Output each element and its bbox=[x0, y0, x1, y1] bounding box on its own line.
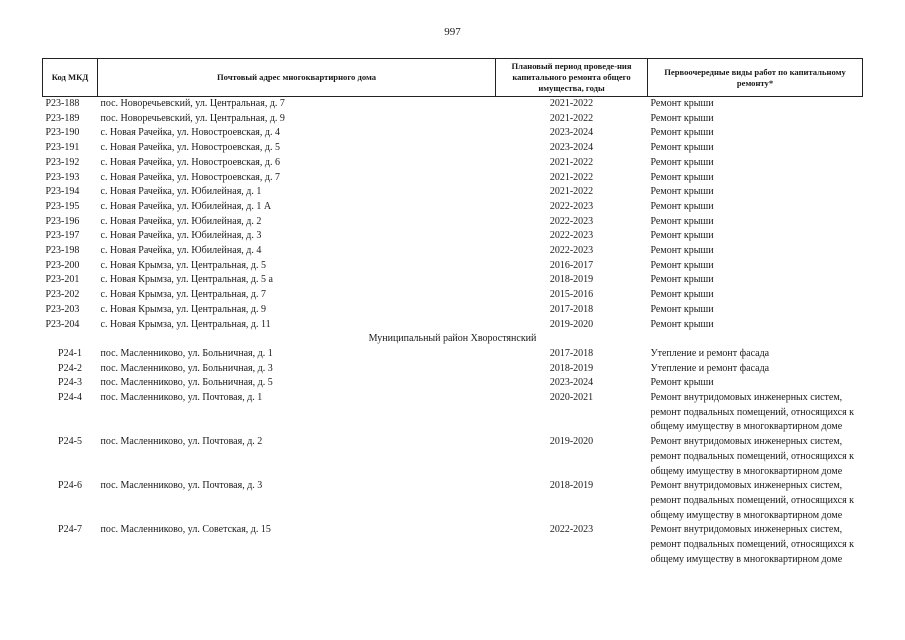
section-row-group bbox=[43, 332, 863, 347]
table-row bbox=[43, 244, 863, 259]
works-line: Ремонт крыши bbox=[650, 274, 714, 286]
works-line: Ремонт крыши bbox=[650, 230, 714, 242]
cell-address: пос. Новоречьевский, ул. Центральная, д. 9 bbox=[100, 112, 285, 124]
cell-code: Р24-5 bbox=[58, 436, 82, 448]
cell-code: Р24-6 bbox=[58, 480, 82, 492]
table-row bbox=[43, 288, 863, 303]
cell-code: Р24-7 bbox=[58, 524, 82, 536]
cell-code: Р23-200 bbox=[45, 259, 80, 271]
table-row bbox=[43, 303, 863, 318]
cell-period: 2021-2022 bbox=[549, 98, 594, 109]
cell-code: Р23-191 bbox=[45, 142, 80, 154]
cell-works bbox=[648, 97, 863, 112]
cell-period: 2023-2024 bbox=[549, 142, 594, 154]
cell-code: Р23-204 bbox=[45, 318, 80, 330]
cell-works bbox=[648, 347, 863, 362]
cell-code: Р24-3 bbox=[58, 377, 82, 389]
cell-address: с. Новая Рачейка, ул. Юбилейная, д. 4 bbox=[100, 245, 262, 257]
cell-code: Р23-190 bbox=[45, 127, 80, 139]
works-line: ремонт подвальных помещений, относящихся к bbox=[650, 450, 855, 462]
works-line: Утепление и ремонт фасада bbox=[650, 347, 770, 359]
cell-works bbox=[648, 362, 863, 377]
cell-period: 2015-2016 bbox=[549, 289, 594, 301]
header-code: Код МКД bbox=[43, 59, 98, 97]
cell-works bbox=[648, 215, 863, 230]
cell-period: 2021-2022 bbox=[549, 112, 594, 124]
table-row bbox=[43, 126, 863, 141]
works-line: ремонт подвальных помещений, относящихся к bbox=[650, 494, 855, 506]
works-line: Ремонт крыши bbox=[650, 156, 714, 168]
works-line: общему имуществу в многоквартирном доме bbox=[650, 509, 843, 521]
cell-address: с. Новая Рачейка, ул. Новостроевская, д. 6 bbox=[100, 156, 280, 168]
works-line: Ремонт внутридомовых инженерных систем, bbox=[650, 392, 843, 404]
cell-address: с. Новая Рачейка, ул. Новостроевская, д. 7 bbox=[100, 171, 280, 183]
cell-period: 2019-2020 bbox=[549, 318, 594, 330]
cell-address: пос. Новоречьевский, ул. Центральная, д. 7 bbox=[100, 98, 285, 109]
cell-period: 2022-2023 bbox=[549, 524, 594, 536]
header-period: Плановый период проведе-ния капитального ремонта общего имущества, годы bbox=[496, 59, 648, 97]
cell-address: с. Новая Крымза, ул. Центральная, д. 9 bbox=[100, 303, 267, 315]
cell-works bbox=[648, 479, 863, 523]
cell-period: 2022-2023 bbox=[549, 230, 594, 242]
cell-works bbox=[648, 435, 863, 479]
works-line: Ремонт внутридомовых инженерных систем, bbox=[650, 436, 843, 448]
table-row bbox=[43, 156, 863, 171]
cell-period: 2019-2020 bbox=[549, 436, 594, 448]
cell-code: Р23-192 bbox=[45, 156, 80, 168]
cell-period: 2022-2023 bbox=[549, 200, 594, 212]
table-row bbox=[43, 171, 863, 186]
cell-works bbox=[648, 141, 863, 156]
cell-period: 2017-2018 bbox=[549, 303, 594, 315]
cell-address: с. Новая Рачейка, ул. Юбилейная, д. 1 А bbox=[100, 200, 272, 212]
table-row bbox=[43, 391, 863, 435]
cell-works bbox=[648, 391, 863, 435]
table-row bbox=[43, 200, 863, 215]
cell-works bbox=[648, 229, 863, 244]
table-row bbox=[43, 523, 863, 567]
cell-period: 2021-2022 bbox=[549, 171, 594, 183]
works-line: Ремонт крыши bbox=[650, 259, 714, 271]
table-row bbox=[43, 435, 863, 479]
cell-works bbox=[648, 171, 863, 186]
works-line: Ремонт крыши bbox=[650, 171, 714, 183]
cell-code: Р24-2 bbox=[58, 362, 82, 374]
cell-address: пос. Масленниково, ул. Советская, д. 15 bbox=[100, 524, 271, 536]
cell-code: Р23-202 bbox=[45, 289, 80, 301]
cell-works bbox=[648, 523, 863, 567]
cell-works bbox=[648, 288, 863, 303]
cell-address: с. Новая Крымза, ул. Центральная, д. 11 bbox=[100, 318, 271, 330]
section-row bbox=[43, 332, 863, 347]
table-row bbox=[43, 362, 863, 377]
works-line: Ремонт крыши bbox=[650, 289, 714, 301]
cell-works bbox=[648, 318, 863, 333]
cell-address: с. Новая Рачейка, ул. Юбилейная, д. 2 bbox=[100, 215, 262, 227]
cell-code: Р23-197 bbox=[45, 230, 80, 242]
cell-code: Р23-198 bbox=[45, 245, 80, 257]
table-body-district-23 bbox=[43, 97, 863, 333]
works-line: общему имуществу в многоквартирном доме bbox=[650, 465, 843, 477]
cell-works bbox=[648, 156, 863, 171]
cell-period: 2018-2019 bbox=[549, 362, 594, 374]
cell-works bbox=[648, 244, 863, 259]
cell-address: пос. Масленниково, ул. Больничная, д. 3 bbox=[100, 362, 273, 374]
cell-code: Р24-4 bbox=[58, 392, 82, 404]
works-line: общему имуществу в многоквартирном доме bbox=[650, 553, 843, 565]
works-line: Ремонт крыши bbox=[650, 127, 714, 139]
cell-code: Р23-194 bbox=[45, 186, 80, 198]
cell-address: пос. Масленниково, ул. Почтовая, д. 1 bbox=[100, 392, 263, 404]
works-line: Ремонт крыши bbox=[650, 318, 714, 330]
cell-works bbox=[648, 376, 863, 391]
cell-address: пос. Масленниково, ул. Больничная, д. 1 bbox=[100, 347, 273, 359]
table-row bbox=[43, 97, 863, 112]
table-row bbox=[43, 112, 863, 127]
cell-period: 2020-2021 bbox=[549, 392, 594, 404]
cell-address: с. Новая Рачейка, ул. Новостроевская, д. 4 bbox=[100, 127, 280, 139]
table-row bbox=[43, 185, 863, 200]
works-line: ремонт подвальных помещений, относящихся к bbox=[650, 539, 855, 551]
works-line: Ремонт крыши bbox=[650, 200, 714, 212]
cell-works bbox=[648, 200, 863, 215]
cell-works bbox=[648, 273, 863, 288]
cell-period: 2016-2017 bbox=[549, 259, 594, 271]
cell-code: Р23-193 bbox=[45, 171, 80, 183]
table-row bbox=[43, 347, 863, 362]
cell-address: пос. Масленниково, ул. Почтовая, д. 2 bbox=[100, 436, 263, 448]
cell-code: Р23-188 bbox=[45, 98, 80, 109]
works-line: Ремонт крыши bbox=[650, 303, 714, 315]
table-row bbox=[43, 479, 863, 523]
cell-address: с. Новая Крымза, ул. Центральная, д. 5 а bbox=[100, 274, 273, 286]
cell-works bbox=[648, 259, 863, 274]
works-line: Ремонт крыши bbox=[650, 377, 714, 389]
cell-works bbox=[648, 185, 863, 200]
header-address: Почтовый адрес многоквартирного дома bbox=[98, 59, 496, 97]
cell-period: 2023-2024 bbox=[549, 127, 594, 139]
works-line: Ремонт крыши bbox=[650, 142, 714, 154]
cell-period: 2022-2023 bbox=[549, 245, 594, 257]
table-header bbox=[43, 59, 863, 97]
cell-works bbox=[648, 126, 863, 141]
works-line: Ремонт крыши bbox=[650, 186, 714, 198]
cell-code: Р23-203 bbox=[45, 303, 80, 315]
cell-address: с. Новая Крымза, ул. Центральная, д. 7 bbox=[100, 289, 267, 301]
section-title: Муниципальный район Хворостянский bbox=[368, 333, 537, 345]
cell-period: 2021-2022 bbox=[549, 156, 594, 168]
cell-code: Р23-201 bbox=[45, 274, 80, 286]
works-line: Утепление и ремонт фасада bbox=[650, 362, 770, 374]
works-line: ремонт подвальных помещений, относящихся к bbox=[650, 406, 855, 418]
cell-period: 2023-2024 bbox=[549, 377, 594, 389]
cell-address: с. Новая Рачейка, ул. Новостроевская, д. 5 bbox=[100, 142, 280, 154]
cell-code: Р23-195 bbox=[45, 200, 80, 212]
cell-code: Р23-196 bbox=[45, 215, 80, 227]
cell-address: с. Новая Крымза, ул. Центральная, д. 5 bbox=[100, 259, 267, 271]
cell-works bbox=[648, 303, 863, 318]
cell-address: с. Новая Рачейка, ул. Юбилейная, д. 1 bbox=[100, 186, 262, 198]
cell-code: Р23-189 bbox=[45, 112, 80, 124]
works-line: Ремонт внутридомовых инженерных систем, bbox=[650, 480, 843, 492]
table-row bbox=[43, 229, 863, 244]
cell-period: 2022-2023 bbox=[549, 215, 594, 227]
cell-period: 2021-2022 bbox=[549, 186, 594, 198]
table-row bbox=[43, 376, 863, 391]
works-line: Ремонт крыши bbox=[650, 98, 714, 109]
cell-period: 2017-2018 bbox=[549, 347, 594, 359]
works-line: Ремонт внутридомовых инженерных систем, bbox=[650, 524, 843, 536]
cell-period: 2018-2019 bbox=[549, 480, 594, 492]
table-row bbox=[43, 215, 863, 230]
table-body-district-24 bbox=[43, 347, 863, 568]
table-row bbox=[43, 273, 863, 288]
cell-address: пос. Масленниково, ул. Больничная, д. 5 bbox=[100, 377, 273, 389]
works-line: общему имуществу в многоквартирном доме bbox=[650, 421, 843, 433]
cell-code: Р24-1 bbox=[58, 347, 82, 359]
cell-works bbox=[648, 112, 863, 127]
cell-address: пос. Масленниково, ул. Почтовая, д. 3 bbox=[100, 480, 263, 492]
works-line: Ремонт крыши bbox=[650, 215, 714, 227]
capital-repair-table bbox=[42, 58, 863, 568]
table-row bbox=[43, 259, 863, 274]
works-line: Ремонт крыши bbox=[650, 245, 714, 257]
table-row bbox=[43, 141, 863, 156]
table-row bbox=[43, 318, 863, 333]
works-line: Ремонт крыши bbox=[650, 112, 714, 124]
page-number: 997 bbox=[444, 26, 461, 38]
cell-address: с. Новая Рачейка, ул. Юбилейная, д. 3 bbox=[100, 230, 262, 242]
header-works: Первоочередные виды работ по капитальному ремонту* bbox=[648, 59, 863, 97]
cell-period: 2018-2019 bbox=[549, 274, 594, 286]
